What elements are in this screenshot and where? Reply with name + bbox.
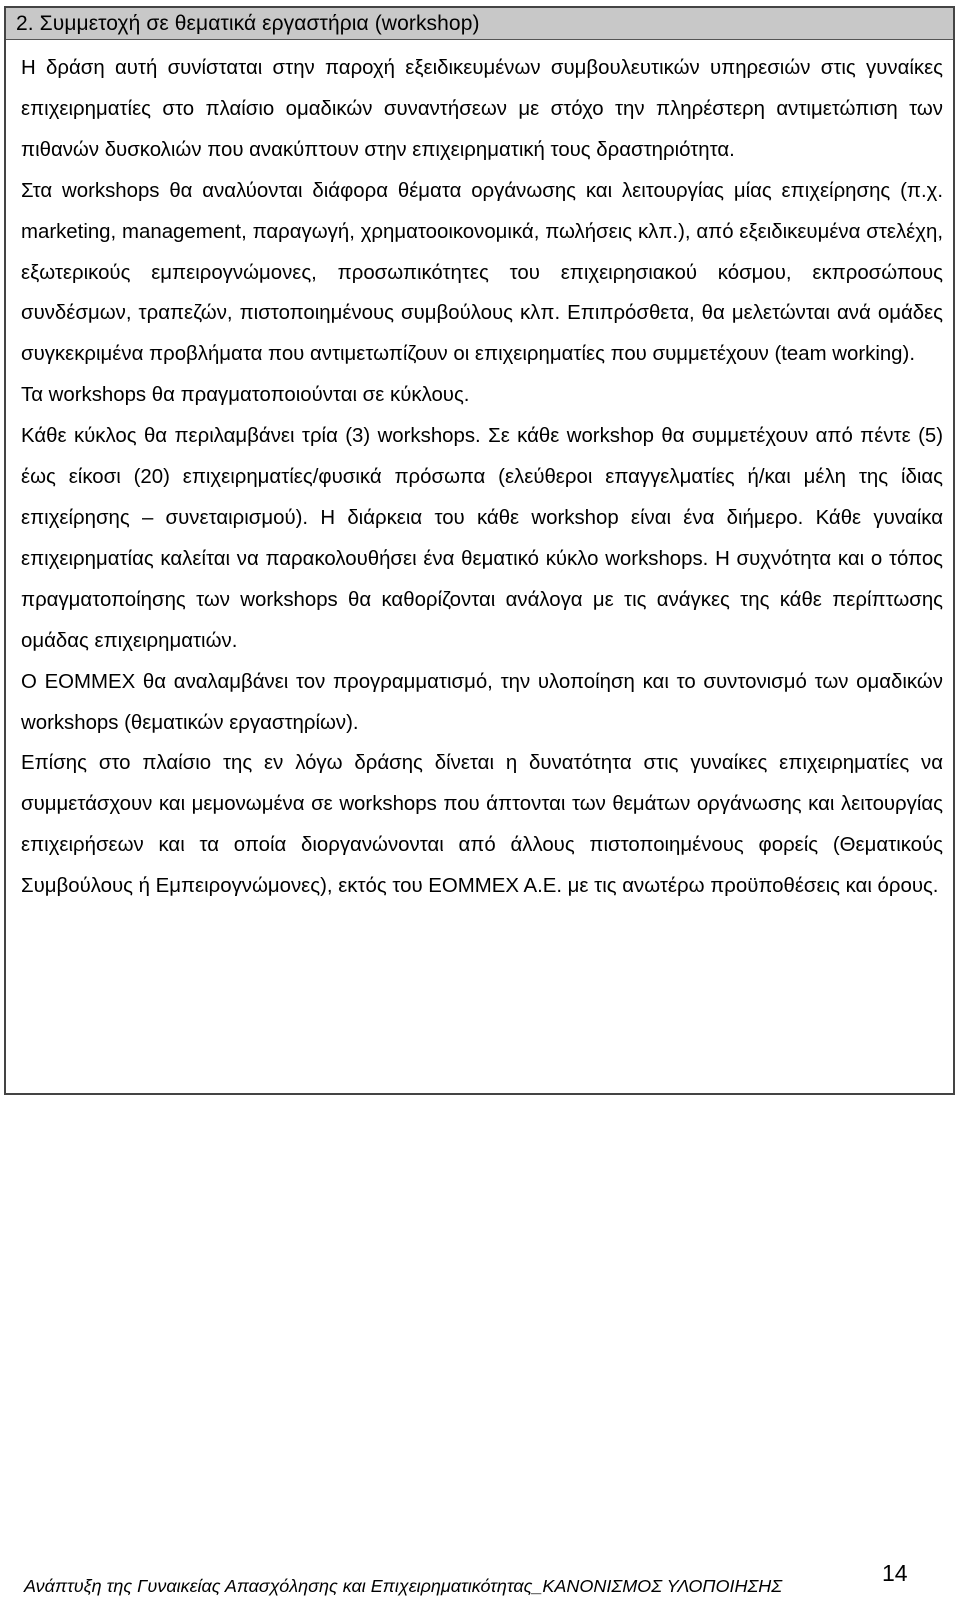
paragraph: Επίσης στο πλαίσιο της εν λόγω δράσης δίνεται η δυνατότητα στις γυναίκες επιχειρηματίες να συμμετάσχουν και μεμονωμένα σε workshops που άπτονται των θεμάτων οργάνωσης και λειτουργίας επιχειρήσεων και τα οποία διοργανώνονται από άλλους πιστοποιημένους φορείς (Θεματικούς Συμβούλους ή Εμπειρογνώμονες), εκτός του ΕΟΜΜΕΧ Α.Ε. με τις ανωτέρω προϋποθέσεις και όρους. [21,752,943,898]
footer-text: Ανάπτυξη της Γυναικείας Απασχόλησης και Επιχειρηματικότητας_ΚΑΝΟΝΙΣΜΟΣ ΥΛΟΠΟΙΗΣΗΣ [24,1576,783,1596]
section-box [4,6,955,1095]
paragraph: Στα workshops θα αναλύονται διάφορα θέματα οργάνωσης και λειτουργίας μίας επιχείρησης (π.χ. marketing, management, παραγωγή, χρηματοοικονομικά, πωλήσεις κλπ.), από εξειδικευμένα στελέχη, εξωτερικούς εμπειρογνώμονες, προσωπικότητες του επιχειρησιακού κόσμου, εκπροσώπους συνδέσμων, τραπεζών, πιστοποιημένους συμβούλους κλπ. Επιπρόσθετα, θα μελετώνται ανά ομάδες συγκεκριμένα προβλήματα που αντιμετωπίζουν οι επιχειρηματίες που συμμετέχουν (team working). [21,179,943,366]
paragraph: Κάθε κύκλος θα περιλαμβάνει τρία (3) workshops. Σε κάθε workshop θα συμμετέχουν από πέντε (5) έως είκοσι (20) επιχειρηματίες/φυσικά πρόσωπα (ελεύθεροι επαγγελματίες ή/και μέλη της ίδιας επιχείρησης – συνεταιρισμού). Η διάρκεια του κάθε workshop είναι ένα διήμερο. Κάθε γυναίκα επιχειρηματίας καλείται να παρακολουθήσει ένα θεματικό κύκλο workshops. Η συχνότητα και ο τόπος πραγματοποίησης των workshops θα καθορίζονται ανάλογα με τις ανάγκες της κάθε περίπτωσης ομάδας επιχειρηματιών. [21,425,943,652]
page-number: 14 [882,1560,908,1586]
section-heading: 2. Συμμετοχή σε θεματικά εργαστήρια (workshop) [6,8,953,40]
paragraph: Ο ΕΟΜΜΕΧ θα αναλαμβάνει τον προγραμματισμό, την υλοποίηση και το συντονισμό των ομαδικών workshops (θεματικών εργαστηρίων). [21,670,943,734]
section-body [6,40,953,907]
paragraph: Η δράση αυτή συνίσταται στην παροχή εξειδικευμένων συμβουλευτικών υπηρεσιών στις γυναίκες επιχειρηματίες στο πλαίσιο ομαδικών συναντήσεων με στόχο την πληρέστερη αντιμετώπιση των πιθανών δυσκολιών που ανακύπτουν στην επιχειρηματική τους δραστηριότητα. [21,57,943,161]
paragraph: Τα workshops θα πραγματοποιούνται σε κύκλους. [21,384,470,407]
